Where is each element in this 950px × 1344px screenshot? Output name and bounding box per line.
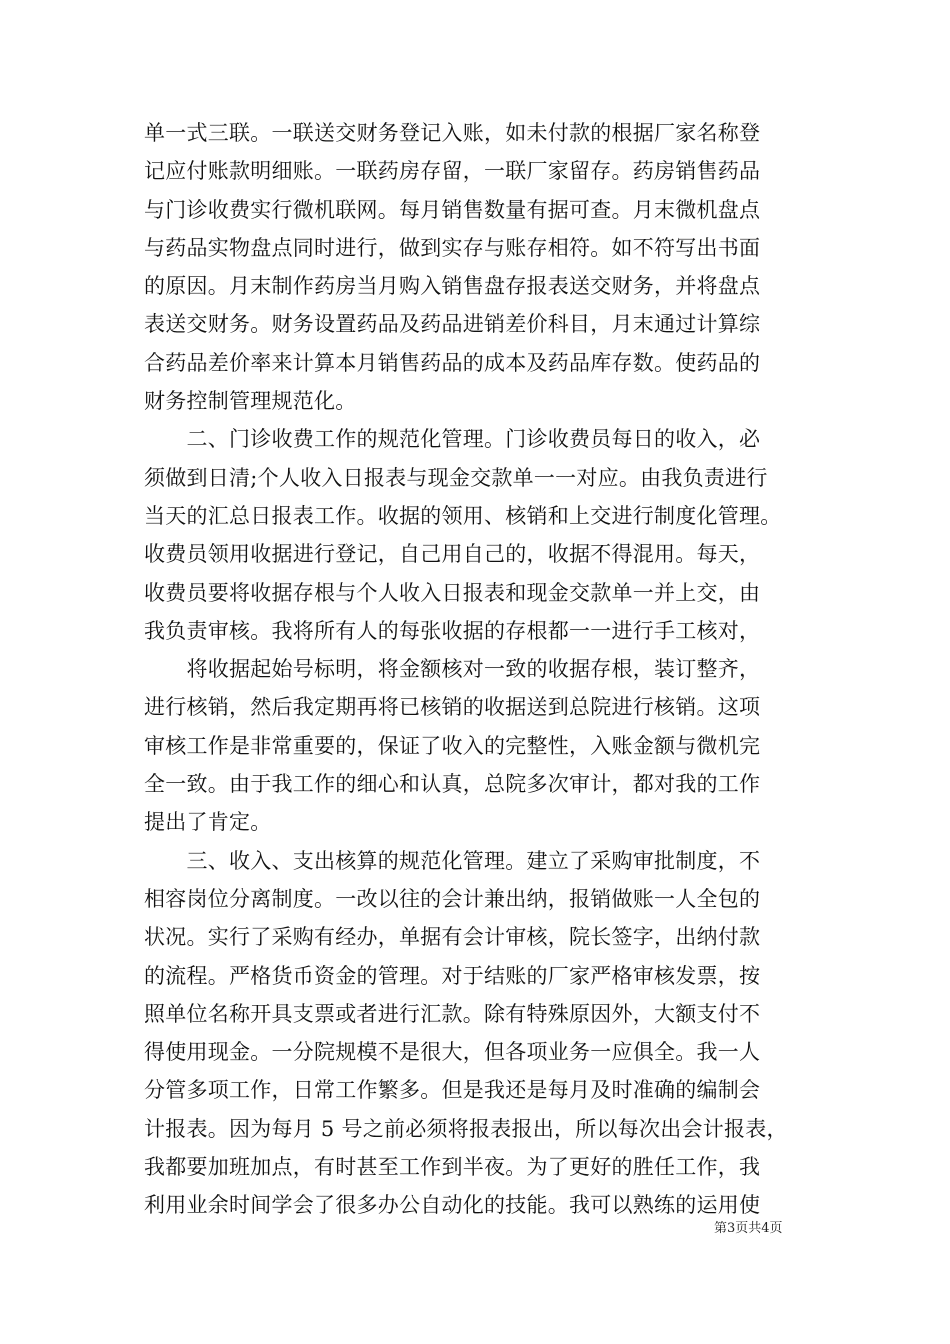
text-line: 二、门诊收费工作的规范化管理。门诊收费员每日的收入，必 — [144, 427, 761, 452]
text-line: 分管多项工作，日常工作繁多。但是我还是每月及时准确的编制会 — [144, 1078, 761, 1103]
text-line: 表送交财务。财务设置药品及药品进销差价科目，月末通过计算综 — [144, 312, 761, 337]
text-line: 照单位名称开具支票或者进行汇款。除有特殊原因外，大额支付不 — [144, 1001, 761, 1026]
text-line: 须做到日清;个人收入日报表与现金交款单一一对应。由我负责进行 — [144, 465, 768, 490]
text-line: 计报表。因为每月 5 号之前必须将报表报出，所以每次出会计报表， — [144, 1116, 788, 1141]
text-line: 将收据起始号标明，将金额核对一致的收据存根，装订整齐， — [144, 657, 761, 682]
text-line: 与药品实物盘点同时进行，做到实存与账存相符。如不符写出书面 — [144, 235, 761, 260]
text-line: 的原因。月末制作药房当月购入销售盘存报表送交财务，并将盘点 — [144, 274, 761, 299]
text-line: 我都要加班加点，有时甚至工作到半夜。为了更好的胜任工作，我 — [144, 1155, 761, 1180]
text-line: 三、收入、支出核算的规范化管理。建立了采购审批制度，不 — [144, 848, 761, 873]
text-line: 相容岗位分离制度。一改以往的会计兼出纳，报销做账一人全包的 — [144, 886, 761, 911]
text-line: 收费员领用收据进行登记，自己用自己的，收据不得混用。每天， — [144, 542, 761, 567]
text-line: 审核工作是非常重要的，保证了收入的完整性，入账金额与微机完 — [144, 733, 761, 758]
body-text — [144, 114, 814, 1225]
text-line: 记应付账款明细账。一联药房存留，一联厂家留存。药房销售药品 — [144, 159, 761, 184]
text-line: 提出了肯定。 — [144, 810, 272, 835]
text-line: 合药品差价率来计算本月销售药品的成本及药品库存数。使药品的 — [144, 350, 761, 375]
text-line: 收费员要将收据存根与个人收入日报表和现金交款单一并上交，由 — [144, 580, 761, 605]
text-line: 全一致。由于我工作的细心和认真，总院多次审计，都对我的工作 — [144, 772, 761, 797]
text-line: 当天的汇总日报表工作。收据的领用、核销和上交进行制度化管理。 — [144, 503, 782, 528]
text-line: 我负责审核。我将所有人的每张收据的存根都一一进行手工核对， — [144, 618, 761, 643]
text-line: 利用业余时间学会了很多办公自动化的技能。我可以熟练的运用使 — [144, 1193, 761, 1218]
text-line: 进行核销，然后我定期再将已核销的收据送到总院进行核销。这项 — [144, 695, 761, 720]
text-line: 单一式三联。一联送交财务登记入账，如未付款的根据厂家名称登 — [144, 121, 761, 145]
text-line: 得使用现金。一分院规模不是很大，但各项业务一应俱全。我一人 — [144, 1040, 761, 1065]
text-line: 的流程。严格货币资金的管理。对于结账的厂家严格审核发票，按 — [144, 963, 761, 988]
page-number-footer: 第3页共4页 — [714, 1221, 783, 1236]
text-line: 财务控制管理规范化。 — [144, 389, 357, 414]
text-line: 状况。实行了采购有经办，单据有会计审核，院长签字，出纳付款 — [144, 925, 761, 950]
text-line: 与门诊收费实行微机联网。每月销售数量有据可查。月末微机盘点 — [144, 197, 761, 222]
